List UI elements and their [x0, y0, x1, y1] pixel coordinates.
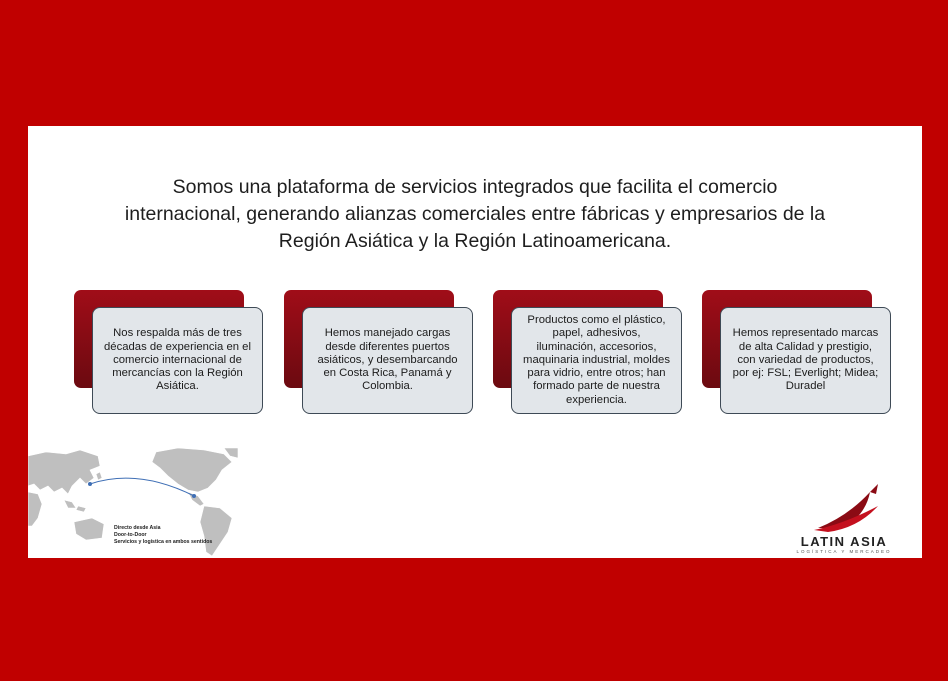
card-text: Nos respalda más de tres décadas de experiencia en el comercio internacional de mercancías con la Región Asiática. — [92, 307, 263, 414]
intro-line: internacional, generando alianzas comerciales entre fábricas y empresarios de la — [124, 203, 826, 225]
latin-asia-logo — [788, 484, 900, 556]
info-card-products — [493, 290, 683, 416]
intro-text — [68, 174, 882, 255]
card-text: Hemos manejado cargas desde diferentes puertos asiáticos, y desembarcando en Costa Rica, Panamá y Colombia. — [302, 307, 473, 414]
map-caption — [114, 525, 254, 547]
logo-subtitle: LOGÍSTICA Y MERCADEO — [796, 549, 892, 554]
info-card-brands — [702, 290, 892, 416]
caption-line: Directo desde Asia — [114, 525, 161, 531]
card-text: Hemos representado marcas de alta Calidad y prestigio, con variedad de productos, por ej: FSL; Everlight; Midea; Duradel — [720, 307, 891, 414]
info-card-ports — [284, 290, 474, 416]
caption-line: Servicios y logística en ambos sentidos — [114, 539, 213, 546]
intro-line: Región Asiática y la Región Latinoamericana. — [278, 230, 672, 252]
caption-line: Door-to-Door — [114, 532, 147, 539]
info-card-experience — [74, 290, 264, 416]
card-text: Productos como el plástico, papel, adhesivos, iluminación, accesorios, maquinaria industrial, moldes para vidrio, entre otros; han formado parte de nuestra experiencia. — [511, 307, 682, 414]
logo-title: LATIN ASIA — [800, 534, 888, 549]
intro-line: Somos una plataforma de servicios integrados que facilita el comercio — [172, 176, 778, 198]
logo-swoosh-icon — [788, 484, 900, 534]
slide — [28, 126, 922, 558]
